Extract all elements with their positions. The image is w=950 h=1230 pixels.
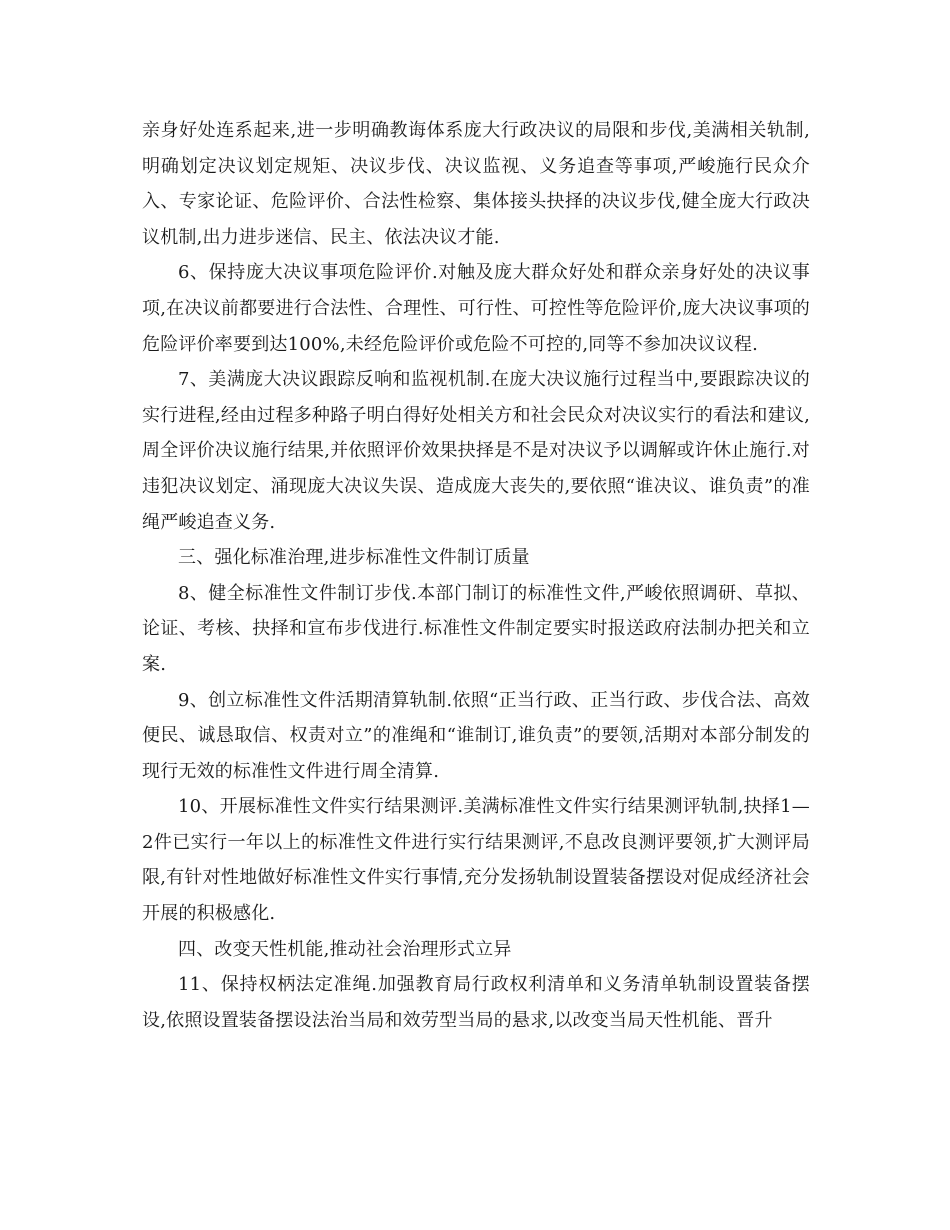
paragraph-item-7: 7、美满庞大决议跟踪反响和监视机制.在庞大决议施行过程当中,要跟踪决议的实行进程,经由过程多种路子明白得好处相关方和社会民众对决议实行的看法和建议,周全评价决议施行结果,并依照评价效果抉择是不是对决议予以调解或许休止施行.对违犯决议划定、涌现庞大决议失误、造成庞大丧失的,要依照“谁决议、谁负责”的准绳严峻追查义务. [142,369,810,533]
paragraph-continuation: 亲身好处连系起来,进一步明确教诲体系庞大行政决议的局限和步伐,美满相关轨制,明确划定决议划定规矩、决议步伐、决议监视、义务追查等事项,严峻施行民众介入、专家论证、危险评价、合法性检察、集体接头抉择的决议步伐,健全庞大行政决议机制,出力进步迷信、民主、依法决议才能. [142,120,810,248]
paragraph-item-10: 10、开展标准性文件实行结果测评.美满标准性文件实行结果测评轨制,抉择1—2件已实行一年以上的标准性文件进行实行结果测评,不息改良测评要领,扩大测评局限,有针对性地做好标准性文件实行事情,充分发扬轨制设置装备摆设对促成经济社会开展的积极感化. [142,796,810,925]
paragraph-item-6: 6、保持庞大决议事项危险评价.对触及庞大群众好处和群众亲身好处的决议事项,在决议前都要进行合法性、合理性、可行性、可控性等危险评价,庞大决议事项的危险评价率要到达100%,未经危险评价或危险不可控的,同等不参加决议议程. [142,262,810,355]
paragraph-item-11: 11、保持权柄法定准绳.加强教育局行政权利清单和义务清单轨制设置装备摆设,依照设置装备摆设法治当局和效劳型当局的悬求,以改变当局天性机能、晋升 [142,974,810,1031]
document-body [142,113,810,1038]
paragraph-item-9: 9、创立标准性文件活期清算轨制.依照“正当行政、正当行政、步伐合法、高效便民、诚恳取信、权责对立”的准绳和“谁制订,谁负责”的要领,活期对本部分制发的现行无效的标准性文件进行周全清算. [142,689,810,782]
section-heading-4: 四、改变天性机能,推动社会治理形式立异 [178,938,512,960]
section-heading-3: 三、强化标准治理,进步标准性文件制订质量 [178,547,530,569]
paragraph-item-8: 8、健全标准性文件制订步伐.本部门制订的标准性文件,严峻依照调研、草拟、论证、考核、抉择和宣布步伐进行.标准性文件制定要实时报送政府法制办把关和立案. [142,582,810,675]
